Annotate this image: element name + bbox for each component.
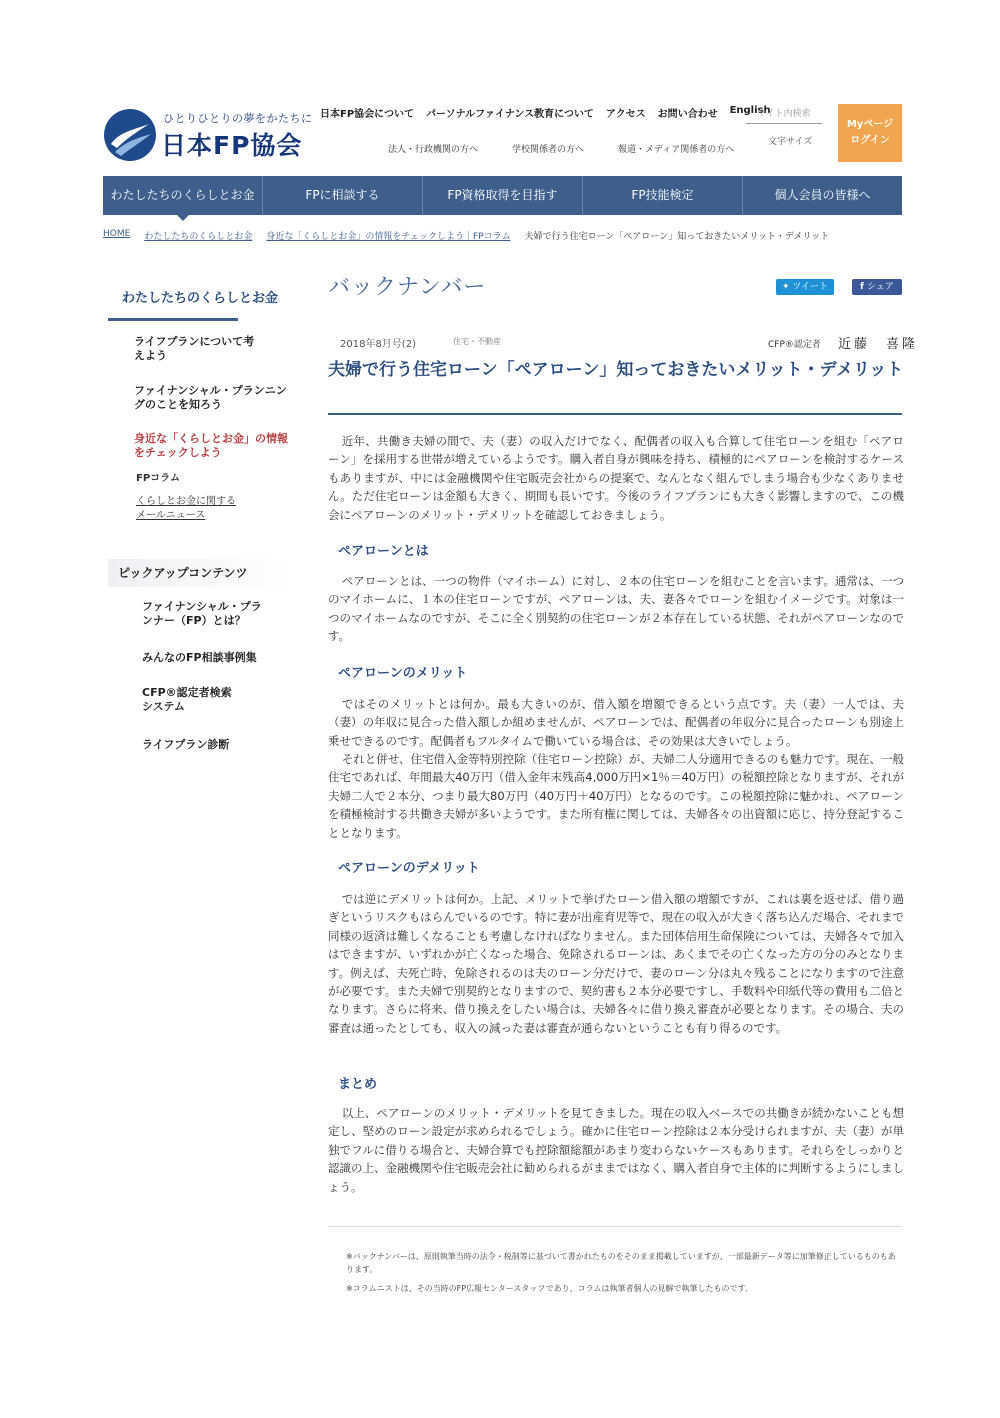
- sidebar-sub-mail-news-1[interactable]: くらしとお金に関する: [136, 496, 236, 507]
- pickup-item-cfp-search[interactable]: CFP®認定者検索システム: [142, 686, 232, 713]
- logo-name: 日本FP協会: [161, 131, 303, 160]
- article-category: 住宅・不動産: [453, 337, 501, 346]
- author-label: CFP®認定者: [768, 340, 821, 350]
- sidebar-sub-mail-news-2[interactable]: メールニュース: [136, 510, 206, 521]
- sidebar-sub-fp-column[interactable]: FPコラム: [136, 473, 181, 484]
- section-paragraph: 以上、ペアローンのメリット・デメリットを見てきました。現在の収入ベースでの共働きが続かないことも想定し、堅めのローン設定が求められるでしょう。確かに住宅ローン控除は２本分受けられますが、夫（妻）が単独でフルに借りる場合と、夫婦合算でも控除額総額があまり変わらないケースもあります。それらをしっかりと認識の上、金融機関や住宅販売会社に勧められるがままではなく、購入者自身で主体的に判断するようにしましょう。: [328, 1106, 904, 1194]
- tweet-button[interactable]: [776, 279, 834, 295]
- breadcrumb-current: 夫婦で行う住宅ローン「ペアローン」知っておきたいメリット・デメリット: [524, 232, 830, 242]
- mainnav-qualification[interactable]: FP資格取得を目指す: [423, 176, 583, 215]
- mypage-label: Myページ: [846, 119, 894, 130]
- topnav-contact[interactable]: お問い合わせ: [657, 109, 718, 120]
- tweet-label: ツイート: [792, 282, 828, 292]
- section-heading: まとめ: [338, 1077, 378, 1092]
- login-label: ログイン: [850, 135, 890, 146]
- title-divider: [328, 413, 902, 415]
- sidebar-item-financial-planning[interactable]: ファイナンシャル・プランニングのことを知ろう: [134, 384, 287, 411]
- font-size-control[interactable]: 文字サイズ: [768, 137, 813, 147]
- footer-divider: [328, 1226, 902, 1227]
- section-paragraph: それと併せ、住宅借入金等特別控除（住宅ローン控除）が、夫婦二人分適用できるのも魅力です。現在、一般住宅であれば、年間最大40万円（借入金年末残高4,000万円×1％＝40万円）の税額控除となりますが、それが夫婦二人で２本分、つまり最大80万円（40万円＋40万円）となるのです。この税額控除に魅かれ、ペアローンを積極検討する共働き夫婦が多いようです。また所有権に関しては、夫婦各々の出資額に応じ、持分登記することとなります。: [328, 752, 904, 840]
- search-input[interactable]: サイト内検索: [746, 106, 822, 124]
- sub-navigation: [388, 142, 734, 155]
- mainnav-exam[interactable]: FP技能検定: [583, 176, 743, 215]
- site-logo[interactable]: [103, 104, 313, 164]
- logo-mark-icon: [103, 108, 157, 162]
- section-heading: ペアローンのメリット: [338, 666, 468, 681]
- article-date: 2018年8月号(2): [340, 339, 416, 350]
- subnav-school[interactable]: 学校関係者の方へ: [512, 145, 585, 155]
- section-heading: ペアローンとは: [338, 544, 429, 559]
- footnote-backnumber: ※バックナンバーは、原則執筆当時の法令・税制等に基づいて書かれたものをそのまま掲載していますが、一部最新データ等に加筆修正しているものもあります。: [346, 1252, 896, 1274]
- topnav-education[interactable]: パーソナルファイナンス教育について: [425, 109, 594, 120]
- page-heading: バックナンバー: [328, 275, 487, 300]
- main-navigation: [103, 176, 902, 215]
- pickup-heading: ピックアップコンテンツ: [108, 559, 292, 587]
- breadcrumb-home[interactable]: HOME: [103, 229, 131, 239]
- sidebar-item-life-plan[interactable]: ライフプランについて考えよう: [134, 335, 255, 362]
- section-paragraph: ではそのメリットとは何か。最も大きいのが、借入額を増額できるという点です。夫（妻）一人では、夫（妻）の年収に見合った借入額しか組めませんが、ペアローンでは、配偶者の年収分に見合ったローンも別途上乗せできるのです。配偶者もフルタイムで働いている場合は、その効果は大きいでしょう。: [328, 697, 904, 748]
- breadcrumb: [103, 229, 829, 242]
- article-title: 夫婦で行う住宅ローン「ペアローン」知っておきたいメリット・デメリット: [328, 360, 904, 380]
- topnav-access[interactable]: アクセス: [605, 109, 646, 120]
- sidebar-title: わたしたちのくらしとお金: [122, 291, 279, 306]
- section-paragraph: ペアローンとは、一つの物件（マイホーム）に対し、２本の住宅ローンを組むことを言います。通常は、一つのマイホームに、１本の住宅ローンですが、ペアローンは、夫、妻各々でローンを組むイメージです。対象は一つのマイホームなのですが、そこに全く別契約の住宅ローンが２本存在している状態、それがペアローンなのです。: [328, 574, 904, 644]
- topnav-english[interactable]: English: [729, 105, 771, 116]
- pickup-item-cases[interactable]: みんなのFP相談事例集: [142, 651, 257, 664]
- section-heading: ペアローンのデメリット: [338, 861, 480, 876]
- subnav-corporate[interactable]: 法人・行政機関の方へ: [388, 145, 479, 155]
- logo-tagline: ひとりひとりの夢をかたちに: [163, 112, 313, 125]
- facebook-icon: f: [860, 282, 868, 292]
- share-label: シェア: [867, 282, 894, 292]
- breadcrumb-living-money[interactable]: わたしたちのくらしとお金: [144, 232, 253, 242]
- pickup-item-fp[interactable]: ファイナンシャル・プランナー（FP）とは？: [142, 600, 262, 627]
- sidebar-divider: [108, 318, 238, 321]
- mainnav-members[interactable]: 個人会員の皆様へ: [774, 188, 871, 202]
- subnav-media[interactable]: 報道・メディア関係者の方へ: [618, 145, 735, 155]
- footnote-columnist: ※コラムニストは、その当時のFP広報センタースタッフであり、コラムは執筆者個人の見解で執筆したものです。: [346, 1284, 753, 1293]
- facebook-share-button[interactable]: [852, 279, 902, 295]
- mypage-login-button[interactable]: [838, 104, 902, 162]
- topnav-about[interactable]: 日本FP協会について: [320, 109, 414, 120]
- author-name: 近藤 喜隆: [838, 337, 919, 352]
- mainnav-consult[interactable]: FPに相談する: [263, 176, 423, 215]
- section-paragraph: では逆にデメリットは何か。上記、メリットで挙げたローン借入額の増額ですが、これは裏を返せば、借り過ぎというリスクもはらんでいるのです。特に妻が出産育児等で、現在の収入が大きく落ち込んだ場合、それまで同様の返済は難しくなることも考慮しなければなりません。また団体信用生命保険については、夫婦各々で加入はできますが、いずれかが亡くなった場合、免除されるローンは、あくまでその亡くなった方の分のみとなります。例えば、夫死亡時、免除されるのは夫のローン分だけで、妻のローン分は丸々残ることになりますので注意が必要です。また夫婦で別契約となりますので、契約書も２本分必要ですし、手数料や印紙代等の費用も二倍となります。さらに将来、借り換えをしたい場合は、夫婦各々に借り換え審査が必要となります。その場合、夫の審査は通ったとしても、収入の減った妻は審査が通らないということも有り得るのです。: [328, 892, 904, 1035]
- sidebar-item-check-info[interactable]: 身近な「くらしとお金」の情報をチェックしよう: [134, 432, 288, 459]
- mainnav-living-money[interactable]: わたしたちのくらしとお金: [103, 176, 263, 215]
- twitter-icon: ✦: [782, 282, 793, 292]
- top-navigation: [320, 105, 771, 120]
- pickup-item-life-plan-diagnosis[interactable]: ライフプラン診断: [142, 738, 230, 751]
- breadcrumb-fp-column[interactable]: 身近な「くらしとお金」の情報をチェックしよう｜FPコラム: [266, 232, 511, 242]
- article-intro: 近年、共働き夫婦の間で、夫（妻）の収入だけでなく、配偶者の収入も合算して住宅ローンを組む「ペアローン」を採用する世帯が増えているようです。購入者自身が興味を持ち、積極的にペアローンを検討するケースもありますが、中には金融機関や住宅販売会社からの提案で、なんとなく組んでしまう場合も少なくありません。ただ住宅ローンは金額も大きく、期間も長いです。今後のライフプランにも大きく影響しますので、この機会にペアローンのメリット・デメリットを確認しておきましょう。: [328, 434, 904, 522]
